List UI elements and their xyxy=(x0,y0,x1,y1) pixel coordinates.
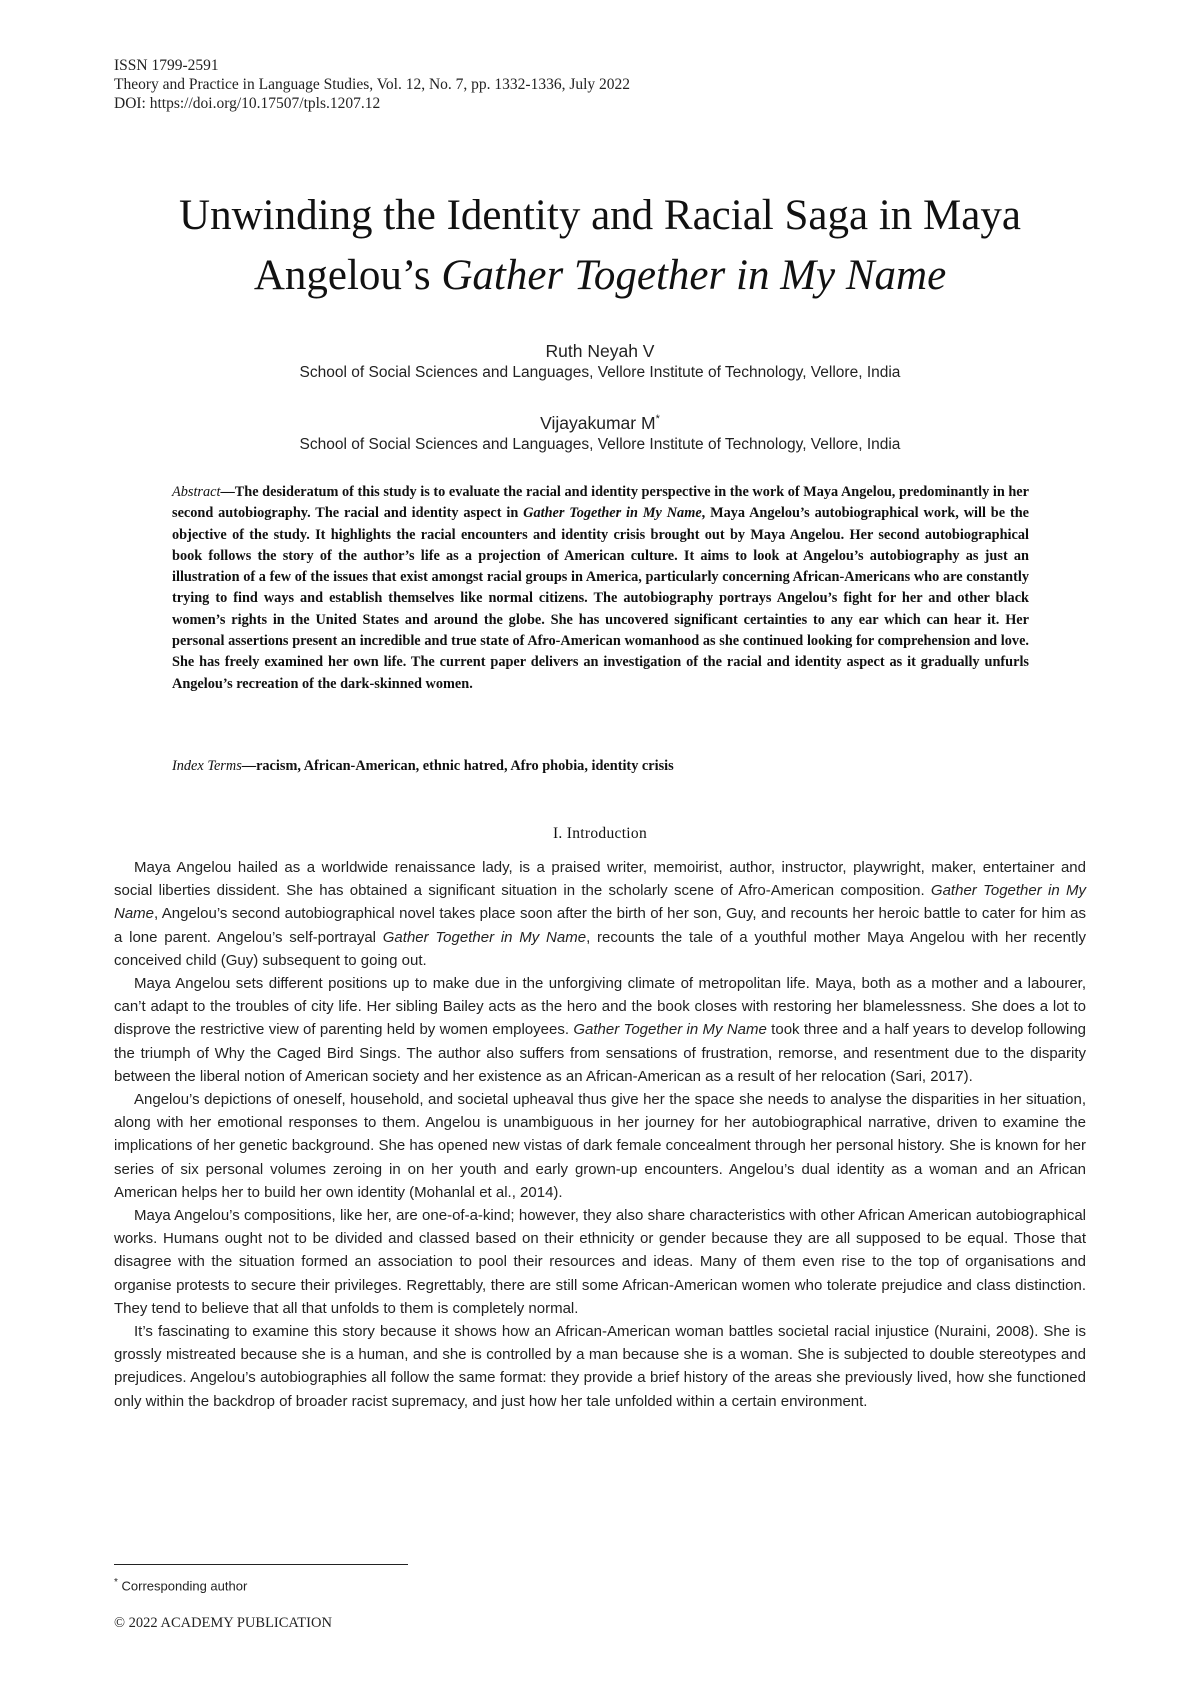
paragraph-italic: Gather Together in My Name xyxy=(114,882,1086,923)
doi-line: DOI: https://doi.org/10.17507/tpls.1207.12 xyxy=(114,95,381,112)
author-name-text: Vijayakumar M xyxy=(540,412,656,433)
author-block-1 xyxy=(0,340,1200,384)
title-line-2 xyxy=(80,246,1120,306)
paragraph-text: Maya Angelou hailed as a worldwide renaissance lady, is a praised writer, memoirist, author, instructor, playwright, maker, entertainer and social liberties dissident. She has obtained a significant situation in the scholarly scene of Afro-American composition. xyxy=(114,859,1086,900)
paragraph-text: , recounts the tale of a youthful mother Maya Angelou with her recently conceived child (Guy) subsequent to going out. xyxy=(114,928,1086,969)
abstract-text-1: —The desideratum of this study is to evaluate the racial and identity perspective in the work of Maya Angelou, predominantly in her second autobiography. The racial and identity aspect in xyxy=(172,484,1029,522)
section-heading: I. Introduction xyxy=(552,825,648,842)
paragraph: It’s fascinating to examine this story because it shows how an African-American woman battles societal racial injustice (Nuraini, 2008). She is grossly mistreated because she is a human, and she is controlled by a man because she is a woman. She is subjected to double stereotypes and prejudices. Angelou’s autobiographies all follow the same format: they provide a brief history of the areas she previously lived, how she functioned only within the backdrop of broader racist supremacy, and just how her tale unfolded within a certain environment. xyxy=(114,1323,1086,1410)
paragraph-italic: Gather Together in My Name xyxy=(382,928,587,946)
paragraph-text: Maya Angelou sets different positions up to make due in the unforgiving climate of metropolitan life. Maya, both as a mother and a labourer, can’t adapt to the troubles of city life. Her sibling Bailey acts as the hero and the book closes with restoring her blamelessness. She does a lot to disprove the restrictive view of parenting held by women employees. xyxy=(114,975,1086,1039)
abstract xyxy=(172,482,1029,695)
footnote-rule xyxy=(114,1564,408,1565)
author-name xyxy=(0,340,1200,362)
paragraph: Maya Angelou’s compositions, like her, are one-of-a-kind; however, they also share characteristics with other African American autobiographical works. Humans ought not to be divided and classed based on their ethnicity or gender because they are all supposed to be equal. Those that disagree with the situation formed an association to pool their resources and ideas. Many of them even rise to the top of organisations and organise protests to secure their privileges. Regrettably, there are still some African-American women who tolerate prejudice and class distinction. They tend to believe that all that unfolds to them is completely normal. xyxy=(114,1207,1086,1317)
paragraph-italic: Gather Together in My Name xyxy=(573,1021,767,1039)
author-affiliation: School of Social Sciences and Languages, Vellore Institute of Technology, Vellore, India xyxy=(299,435,901,453)
abstract-text-2: , Maya Angelou’s autobiographical work, will be the objective of the study. It highlights the racial encounters and identity crisis brought out by Maya Angelou. Her second autobiographical book follows the story of the author’s life as a projection of American culture. It aims to look at Angelou’s autobiography as just an illustration of a few of the issues that exist amongst racial groups in America, particularly concerning African-Americans who are constantly trying to find ways and establish themselves like normal citizens. The autobiography portrays Angelou’s fight for her and other black women’s rights in the United States and around the globe. She has uncovered significant certainties to any ear which can hear it. Her personal assertions present an incredible and true state of Afro-American womanhood as she continued looking for comprehension and love. She has freely examined her own life. The current paper delivers an investigation of the racial and identity aspect as it gradually unfurls Angelou’s recreation of the dark-skinned women. xyxy=(172,505,1029,692)
footnote-mark: * xyxy=(114,1577,118,1588)
index-terms-text: —racism, African-American, ethnic hatred, Afro phobia, identity crisis xyxy=(241,758,674,774)
footnote xyxy=(114,1574,247,1595)
paragraph xyxy=(114,972,1086,1088)
corresponding-mark: * xyxy=(655,413,660,425)
title-line-2-plain: Angelou’s xyxy=(253,252,442,299)
footnote-text: Corresponding author xyxy=(121,1578,248,1594)
index-terms xyxy=(172,756,1029,777)
abstract-italic-title: Gather Together in My Name xyxy=(523,505,702,522)
title-line-2-italic: Gather Together in My Name xyxy=(441,252,947,299)
author-affiliation: School of Social Sciences and Languages, Vellore Institute of Technology, Vellore, India xyxy=(299,364,901,381)
issn-line: ISSN 1799-2591 xyxy=(114,57,219,74)
journal-citation-line: Theory and Practice in Language Studies, Vol. 12, No. 7, pp. 1332-1336, July 2022 xyxy=(114,76,631,93)
abstract-label: Abstract xyxy=(172,484,221,500)
paragraph-text: took three and a half years to develop following the triumph of Why the Caged Bird Sings. The author also suffers from sensations of frustration, remorse, and resentment due to the disparity between the liberal notion of American society and her existence as an African-American as a result of her relocation (Sari, 2017). xyxy=(114,1021,1087,1085)
author-block-2 xyxy=(0,408,1200,456)
author-name xyxy=(0,408,1200,434)
paragraph xyxy=(114,856,1086,972)
paragraph-text: , Angelou’s second autobiographical novel takes place soon after the birth of her son, Guy, and recounts her heroic battle to cater for him as a lone parent. Angelou’s self-portrayal xyxy=(114,905,1086,946)
author-name-text: Ruth Neyah V xyxy=(545,341,655,361)
title-line-1: Unwinding the Identity and Racial Saga in Maya xyxy=(179,192,1021,239)
paper-title xyxy=(80,186,1120,306)
body-text xyxy=(114,856,1086,1413)
paragraph: Angelou’s depictions of oneself, household, and societal upheaval thus give her the space she needs to analyse the disparities in her situation, along with her emotional responses to them. Angelou is unambiguous in her journey for her autobiographical narrative, driven to examine the implications of her genetic background. She has opened new vistas of dark female concealment through her personal history. She is known for her series of six personal volumes zeroing in on her youth and early grown-up encounters. Angelou’s dual identity as a woman and an African American helps her to build her own identity (Mohanlal et al., 2014). xyxy=(114,1091,1086,1201)
copyright-line: © 2022 ACADEMY PUBLICATION xyxy=(114,1615,332,1631)
index-terms-label: Index Terms xyxy=(172,758,242,774)
journal-header xyxy=(114,56,630,113)
